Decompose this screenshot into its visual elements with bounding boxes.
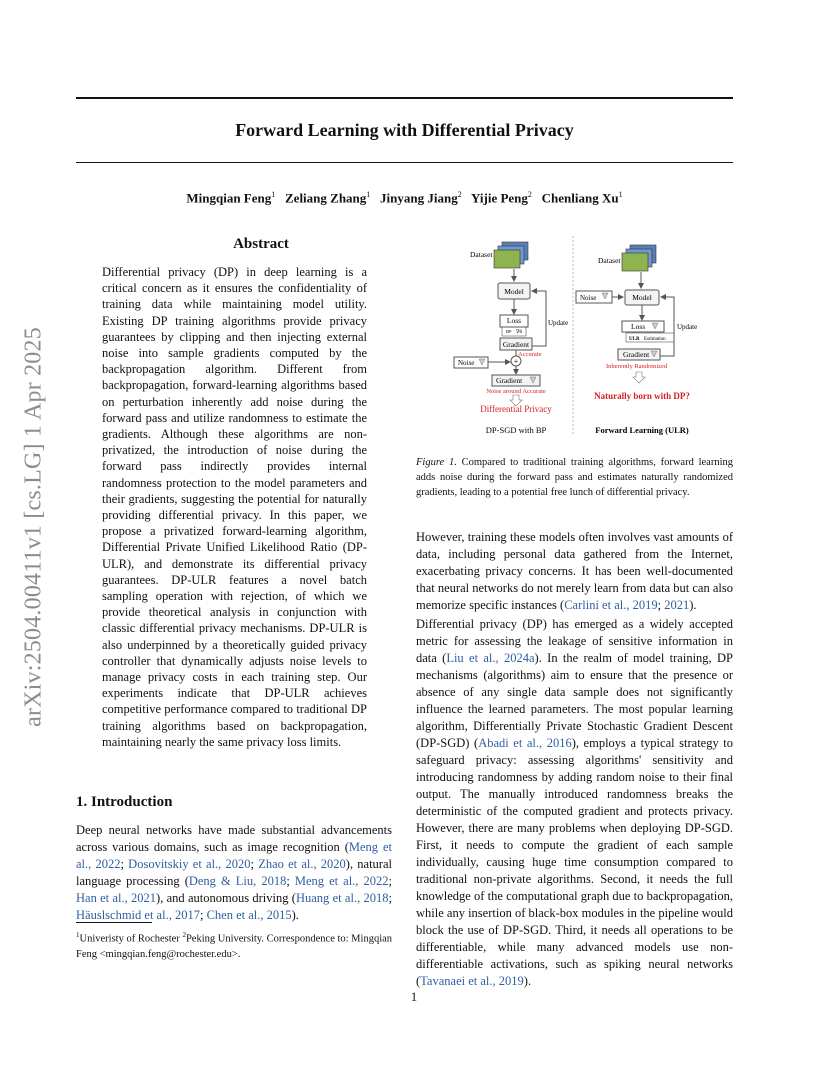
author-affiliation: 1 bbox=[618, 190, 623, 199]
paragraph-text: ), employs a typical strategy to safeguard privacy: assessing algorithms' sensitivity and introducing randomness by adding random noise to their final output. The manually introduced randomness breaks the deterministic of the computed gradient and protects privacy. However, there are many problems when deploying DP-SGD. First, it needs to compute the gradient of each sample individually, causing huge time consumption compared to traditional non-private algorithms. Second, it needs the full knowledge of the computational graph due to backpropagation, while any insertion of black-box modules in the pipeline would block the use of DP-SGD. Third, it needs all operations to be differentiable, while many advanced models use non-differentiable activations, such as spiking neural networks ( bbox=[416, 736, 733, 988]
paragraph-text: ; bbox=[388, 891, 392, 905]
footnote-text: Univeristy of Rochester bbox=[79, 933, 183, 945]
author-list bbox=[76, 190, 733, 206]
grad-symbol: ∇θ bbox=[516, 330, 522, 335]
intro-paragraph bbox=[76, 822, 392, 924]
top-rule bbox=[76, 97, 733, 99]
gradient2-label: Gradient bbox=[496, 376, 523, 385]
citation-link[interactable]: Meng et al., 2022 bbox=[294, 874, 389, 888]
citation-link[interactable]: Carlini et al., 2019 bbox=[564, 598, 658, 612]
dataset-icon bbox=[494, 242, 528, 268]
figure-caption bbox=[416, 455, 733, 500]
paragraph-text: Deep neural networks have made substantial advancements across various domains, such as image recognition ( bbox=[76, 823, 392, 854]
dataset-label: Dataset bbox=[598, 256, 621, 265]
paragraph-text: ; bbox=[388, 874, 392, 888]
paragraph-text: ; bbox=[199, 908, 207, 922]
author-affiliation: 2 bbox=[457, 190, 462, 199]
figure-1 bbox=[416, 228, 733, 446]
dataset-label: Dataset bbox=[470, 250, 493, 259]
citation-link[interactable]: Meng et al., 2022 bbox=[76, 840, 392, 871]
accurate-label: Accurate bbox=[518, 351, 542, 358]
noise-label: Noise bbox=[458, 359, 475, 367]
update-label: Update bbox=[548, 319, 569, 327]
paragraph-text: ). In the realm of model training, DP mechanisms (algorithms) aim to ensure that the presence or absence of any single data sample does not significantly influence the learned parameters. The most popular learning algorithm, Differentially Private Stochastic Gradient Descent (DP-SGD) ( bbox=[416, 651, 733, 750]
paragraph-text: ), and autonomous driving ( bbox=[156, 891, 296, 905]
loss-label: Loss bbox=[631, 322, 646, 331]
left-panel-caption: DP-SGD with BP bbox=[485, 425, 547, 435]
page-number: 1 bbox=[410, 990, 418, 1004]
author-affiliation: 2 bbox=[527, 190, 532, 199]
right-paragraph-2 bbox=[416, 616, 733, 990]
paragraph-text: ; bbox=[657, 598, 665, 612]
gradient-label: Gradient bbox=[502, 340, 530, 349]
author-name: Jinyang Jiang bbox=[380, 190, 458, 206]
figure-1-diagram bbox=[416, 228, 733, 446]
estimation-label: Estimation bbox=[644, 337, 666, 342]
svg-text:+: + bbox=[513, 357, 519, 366]
section-heading-introduction: 1. Introduction bbox=[76, 794, 173, 810]
paragraph-text: ). bbox=[523, 974, 532, 988]
footnote-marker: 2 bbox=[182, 931, 186, 939]
ulr-label: ULR bbox=[629, 337, 640, 342]
arxiv-id: arXiv:2504.00411v1 [cs.LG] 1 Apr 2025 bbox=[20, 327, 47, 727]
paper-title: Forward Learning with Differential Privacy bbox=[235, 120, 574, 140]
author-name: Chenliang Xu bbox=[541, 190, 619, 206]
author-name: Yijie Peng bbox=[470, 190, 528, 206]
right-paragraph-1 bbox=[416, 529, 733, 614]
citation-link[interactable]: Huang et al., 2018 bbox=[295, 891, 389, 905]
citation-link[interactable]: Abadi et al., 2016 bbox=[478, 736, 572, 750]
noise-around-label: Noise around Accurate bbox=[486, 388, 546, 395]
footnote-marker: 1 bbox=[76, 931, 80, 939]
paragraph-text: Differential privacy (DP) has emerged as a widely accepted metric for assessing the leakage of sensitive information in data ( bbox=[416, 617, 733, 665]
update-label: Update bbox=[677, 323, 698, 331]
dataset-icon bbox=[622, 245, 656, 271]
footnote-rule bbox=[76, 922, 152, 923]
citation-link[interactable]: Zhao et al., 2020 bbox=[258, 857, 346, 871]
model-label: Model bbox=[504, 287, 524, 296]
citation-link[interactable]: 2021 bbox=[664, 598, 690, 612]
citation-link[interactable]: Tavanaei et al., 2019 bbox=[420, 974, 524, 988]
figure-caption-label: Figure 1. bbox=[416, 457, 457, 468]
paragraph-text: ), natural language processing ( bbox=[76, 857, 392, 888]
paragraph-text: ; bbox=[120, 857, 129, 871]
figure-caption-text: Compared to traditional training algorithms, forward learning adds noise during the forward pass and estimates naturally randomized gradients, leading to a potential free lunch of differential privacy. bbox=[416, 457, 733, 498]
author-affiliation: 1 bbox=[271, 190, 276, 199]
bp-label: BP bbox=[506, 329, 512, 334]
loss-label: Loss bbox=[506, 316, 522, 325]
down-arrow-icon bbox=[633, 372, 645, 383]
arxiv-stamp bbox=[14, 292, 54, 762]
citation-link[interactable]: Chen et al., 2015 bbox=[206, 908, 292, 922]
paragraph-text: However, training these models often involves vast amounts of data, including personal data gathered from the Internet, exacerbating privacy concerns. It has been well-documented that neural networks do not merely learn from data but can also memorize specific instances ( bbox=[416, 530, 733, 612]
noise-label: Noise bbox=[580, 294, 597, 302]
paragraph-text: ). bbox=[689, 598, 697, 612]
citation-link[interactable]: Han et al., 2021 bbox=[76, 891, 157, 905]
warning-icon bbox=[652, 323, 658, 329]
paragraph-text: ; bbox=[286, 874, 295, 888]
question-label: Naturally born with DP? bbox=[594, 391, 690, 401]
paragraph-text: ; bbox=[250, 857, 259, 871]
citation-link[interactable]: Dosovitskiy et al., 2020 bbox=[128, 857, 251, 871]
author-affiliation: 1 bbox=[366, 190, 371, 199]
title-rule bbox=[76, 162, 733, 163]
citation-link[interactable]: Liu et al., 2024a bbox=[446, 651, 535, 665]
paragraph-text: ). bbox=[291, 908, 299, 922]
gradient-label: Gradient bbox=[623, 350, 650, 359]
model-label: Model bbox=[632, 293, 652, 302]
dp-label: Differential Privacy bbox=[480, 404, 552, 414]
author-name: Zeliang Zhang bbox=[285, 190, 367, 206]
inherent-label: Inherently Randomized bbox=[606, 363, 668, 370]
right-panel-caption: Forward Learning (ULR) bbox=[595, 425, 689, 435]
author-name: Mingqian Feng bbox=[186, 190, 272, 206]
abstract-text: Differential privacy (DP) in deep learning is a critical concern as it ensures the confidentiality of training data while maintaining model utility. Existing DP training algorithms provide privacy guarantees by clipping and then injecting external noise into sample gradients computed by the backpropagation algorithm. Different from backpropagation, forward-learning algorithms based on perturbation inherently add noise during the forward pass and utilize randomness to estimate the gradients. Although these algorithms are non-privatized, the introduction of noise during the forward pass indirectly provides internal randomness protection to the model parameters and their gradients, suggesting the potential for naturally providing differential privacy. In this paper, we propose a privatized forward-learning algorithm, Differential Private Unified Likelihood Ratio (DP-ULR), and demonstrate its differential privacy guarantees. DP-ULR features a novel batch sampling operation with rejection, of which we provide theoretical analysis in conjunction with classic differential privacy mechanisms. DP-ULR is also underpinned by a theoretically guided privacy controller that dynamically adjusts noise levels to manage privacy costs in each training step. Our experiments indicate that DP-ULR achieves competitive performance compared to traditional DP training algorithms based on backpropagation, maintaining nearly the same privacy loss limits. bbox=[102, 265, 367, 749]
footnote-text: Peking University. Correspondence to: Mingqian Feng <mingqian.feng@rochester.edu>. bbox=[76, 933, 393, 960]
citation-link[interactable]: Deng & Liu, 2018 bbox=[188, 874, 287, 888]
abstract-heading: Abstract bbox=[233, 236, 289, 252]
citation-link[interactable]: Häuslschmid et al., 2017 bbox=[76, 908, 200, 922]
footnote bbox=[76, 928, 392, 962]
